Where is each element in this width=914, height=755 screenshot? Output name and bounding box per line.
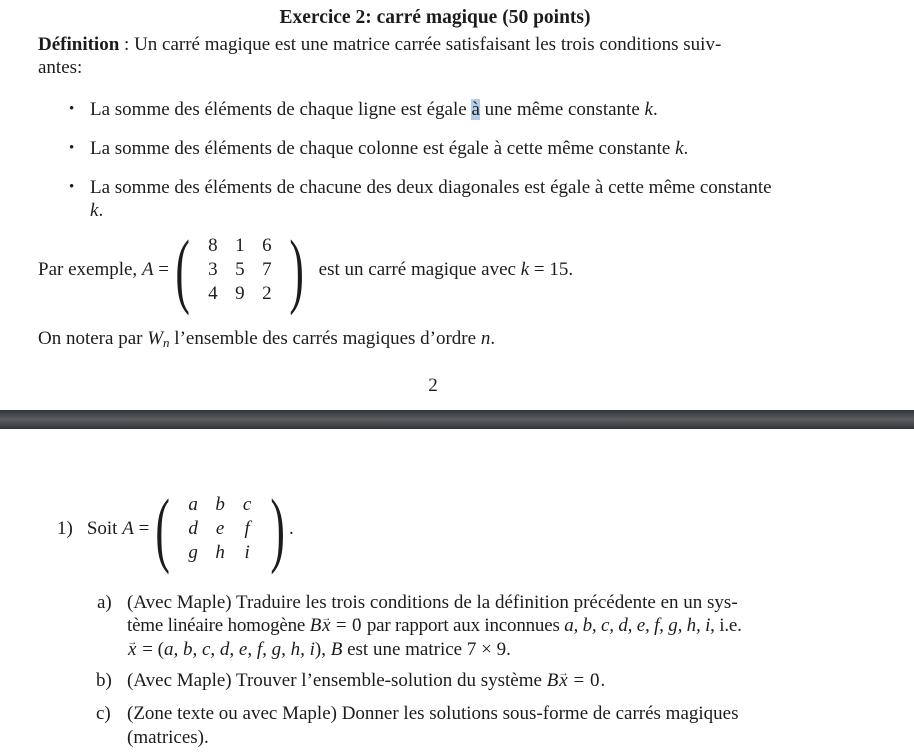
matrix-row xyxy=(180,541,261,565)
text-segment: = xyxy=(331,615,351,636)
subitem-a-line-3 xyxy=(127,638,511,661)
text-segment: Par exemple, xyxy=(38,259,142,280)
definition-separator: : xyxy=(119,34,135,55)
math-segment: k xyxy=(90,200,99,221)
text-segment: (Avec Maple) Traduire les trois conditions de la définition précédente en un sys- xyxy=(127,592,738,613)
bullet-item-2-text xyxy=(90,137,688,160)
question-1-marker: 1) xyxy=(57,518,73,539)
matrix-row xyxy=(199,234,280,258)
subscript-segment: n xyxy=(163,335,170,350)
example-matrix xyxy=(173,222,307,317)
page-number: 2 xyxy=(428,375,438,396)
question-1-matrix xyxy=(153,481,287,576)
matrix-cell: b xyxy=(215,494,225,515)
example-equation-lhs xyxy=(38,259,169,281)
matrix-cell: 8 xyxy=(208,235,218,256)
text-segment: La somme des éléments de chaque ligne est égale xyxy=(90,99,472,120)
text-segment: (Avec Maple) Trouver l’ensemble-solution du système xyxy=(127,670,547,691)
bullet-item-1-text xyxy=(90,98,658,121)
math-segment: B xyxy=(546,670,559,691)
matrix-cell: 5 xyxy=(235,259,245,280)
vector-symbol: → x xyxy=(321,614,331,637)
example-equation xyxy=(38,222,574,317)
question-1-lhs xyxy=(87,518,149,540)
matrix-row xyxy=(180,517,261,541)
text-segment: . xyxy=(98,200,104,221)
bullet-icon: • xyxy=(69,179,75,195)
subitem-a-line-2 xyxy=(127,614,742,637)
subitem-c-line-1 xyxy=(127,702,739,725)
vector-symbol: → x xyxy=(558,669,568,692)
vector-symbol: → 0 xyxy=(351,614,362,637)
matrix-cell: a xyxy=(188,494,198,515)
text-segment: La somme des éléments de chaque colonne est égale à cette même constante xyxy=(90,138,676,159)
matrix-cell: f xyxy=(244,518,250,539)
definition-line-2: antes: xyxy=(38,57,83,78)
example-matrix-body xyxy=(192,234,287,306)
text-segment: est un carré magique avec xyxy=(318,259,521,280)
text-segment: ), xyxy=(314,639,331,660)
vector-symbol: → 0 xyxy=(589,669,601,692)
math-segment: k xyxy=(675,138,684,159)
text-segment: = ( xyxy=(137,639,164,660)
vector-symbol: → x xyxy=(127,638,137,661)
definition-line-1 xyxy=(38,33,721,56)
matrix-cell: 9 xyxy=(235,283,245,304)
text-segment: On notera par xyxy=(38,328,148,349)
highlighted-text: à xyxy=(471,99,480,120)
question-1-equation xyxy=(57,481,294,576)
math-segment: k xyxy=(520,259,530,280)
matrix-cell: 3 xyxy=(208,259,218,280)
notation-sentence xyxy=(38,327,495,354)
math-segment: a, b, c, d, e, f, g, h, i xyxy=(163,639,315,660)
text-segment: , i.e. xyxy=(710,615,742,636)
question-1-period: . xyxy=(288,518,294,539)
definition-text: Un carré magique est une matrice carrée satisfaisant les trois conditions suiv- xyxy=(134,34,722,55)
subitem-a-line-1 xyxy=(127,591,738,614)
matrix-cell: e xyxy=(215,518,225,539)
subitem-a-marker: a) xyxy=(97,592,112,613)
matrix-cell: i xyxy=(244,542,250,563)
definition-label: Définition xyxy=(38,34,120,55)
math-segment: B xyxy=(330,639,343,660)
text-segment: tème linéaire homogène xyxy=(127,615,310,636)
matrix-row xyxy=(180,493,261,517)
math-segment: n xyxy=(480,328,491,349)
math-segment: A xyxy=(122,518,134,539)
matrix-paren-right: ) xyxy=(270,481,285,576)
exercise-title: Exercice 2: carré magique (50 points) xyxy=(279,7,591,28)
matrix-cell: c xyxy=(242,494,252,515)
text-segment: est une matrice 7 × 9. xyxy=(342,639,511,660)
bullet-item-3-text-line-1 xyxy=(90,176,772,199)
page-separator xyxy=(0,410,914,429)
matrix-cell: 6 xyxy=(262,235,272,256)
text-segment: = xyxy=(568,670,589,691)
math-segment: k xyxy=(644,99,653,120)
matrix-row xyxy=(199,258,280,282)
text-segment: Soit xyxy=(86,518,123,539)
text-segment: = 15. xyxy=(529,259,574,280)
example-equation-rhs xyxy=(319,259,573,281)
subitem-c-line-2 xyxy=(127,726,209,749)
math-segment: B xyxy=(309,615,322,636)
math-segment: A xyxy=(141,259,154,280)
math-segment: a, b, c, d, e, f, g, h, i xyxy=(564,615,711,636)
text-segment: . xyxy=(490,328,496,349)
text-segment: une même constante xyxy=(479,99,645,120)
math-segment: W xyxy=(147,328,164,349)
matrix-cell: g xyxy=(188,542,198,563)
text-segment: par rapport aux inconnues xyxy=(362,615,565,636)
subitem-b-line-1 xyxy=(127,669,605,692)
text-segment: . xyxy=(652,99,658,120)
text-segment: = xyxy=(133,518,150,539)
question-1-matrix-body xyxy=(173,493,268,565)
matrix-cell: 7 xyxy=(262,259,272,280)
text-segment: La somme des éléments de chacune des deux diagonales est égale à cette même constante xyxy=(90,177,772,198)
text-segment: (matrices). xyxy=(127,727,209,748)
subitem-c-marker: c) xyxy=(96,703,111,724)
matrix-row xyxy=(199,282,280,306)
bullet-item-3-text-line-2 xyxy=(90,199,103,222)
bullet-icon: • xyxy=(69,101,75,117)
text-segment: = xyxy=(153,259,170,280)
text-segment: . xyxy=(683,138,689,159)
matrix-paren-left: ( xyxy=(175,222,190,317)
matrix-cell: 2 xyxy=(262,283,272,304)
matrix-cell: h xyxy=(215,542,225,563)
subitem-b-marker: b) xyxy=(96,670,112,691)
text-segment: . xyxy=(600,670,606,691)
matrix-paren-left: ( xyxy=(155,481,171,576)
matrix-paren-right: ) xyxy=(289,222,305,317)
matrix-cell: 4 xyxy=(208,283,218,304)
bullet-icon: • xyxy=(69,140,75,156)
matrix-cell: 1 xyxy=(235,235,245,256)
matrix-cell: d xyxy=(188,518,198,539)
text-segment: (Zone texte ou avec Maple) Donner les solutions sous-forme de carrés magiques xyxy=(127,703,739,724)
text-segment: l’ensemble des carrés magiques d’ordre xyxy=(169,328,481,349)
